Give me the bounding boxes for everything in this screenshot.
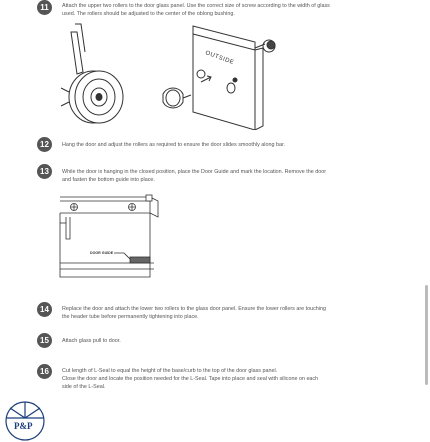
vertical-scrollbar[interactable]	[425, 285, 428, 385]
step-12	[40, 137, 390, 149]
step-16	[40, 364, 390, 391]
step-instructions	[62, 137, 390, 149]
instruction-line: Attach glass pull to door.	[62, 338, 121, 344]
instruction-line: side of the L-Seal.	[62, 384, 106, 390]
step-number-badge: 12	[37, 137, 52, 152]
roller-installation-diagram	[55, 22, 315, 130]
step-11	[40, 0, 390, 18]
door-guide-diagram	[58, 193, 168, 281]
step-number-badge: 15	[37, 333, 52, 348]
instruction-line: Cut length of L-Seal to equal the height of the base/curb to the top of the door glass panel.	[62, 368, 278, 374]
instruction-line: Replace the door and attach the lower two rollers to the glass door panel. Ensure the lower rollers are touching	[62, 306, 326, 312]
step-instructions	[62, 164, 390, 184]
step-instructions	[62, 0, 390, 18]
logo-text: P&P	[14, 421, 33, 431]
instruction-line: Attach the upper two rollers to the door glass panel. Use the correct size of screw according to the width of glass	[62, 3, 330, 9]
step-number-badge: 13	[37, 164, 52, 179]
step-instructions	[62, 333, 390, 345]
step-instructions	[62, 364, 390, 391]
instruction-line: While the door is hanging in the closed position, place the Door Guide and mark the location. Remove the door	[62, 169, 326, 175]
step-number-badge: 11	[37, 0, 52, 15]
instruction-line: and fasten the bottom guide into place.	[62, 177, 155, 183]
step-number-badge: 14	[37, 302, 52, 317]
instruction-line: Hang the door and adjust the rollers as required to ensure the door slides smoothly along bar.	[62, 142, 285, 148]
step-15	[40, 333, 390, 345]
instruction-line: the header tube before permanently tightening into place.	[62, 314, 199, 320]
step-number-badge: 16	[37, 364, 52, 379]
door-guide-label: DOOR GUIDE	[90, 251, 114, 255]
step-14	[40, 302, 390, 321]
step-instructions	[62, 302, 390, 321]
step-13	[40, 164, 390, 184]
instruction-line: Close the door and locate the position needed for the L-Seal. Tape into place and seal with silicone on each	[62, 376, 319, 382]
outside-label: OUTSIDE	[204, 50, 235, 67]
instruction-line: used. The rollers should be adjusted to the center of the oblong bushing.	[62, 11, 235, 17]
